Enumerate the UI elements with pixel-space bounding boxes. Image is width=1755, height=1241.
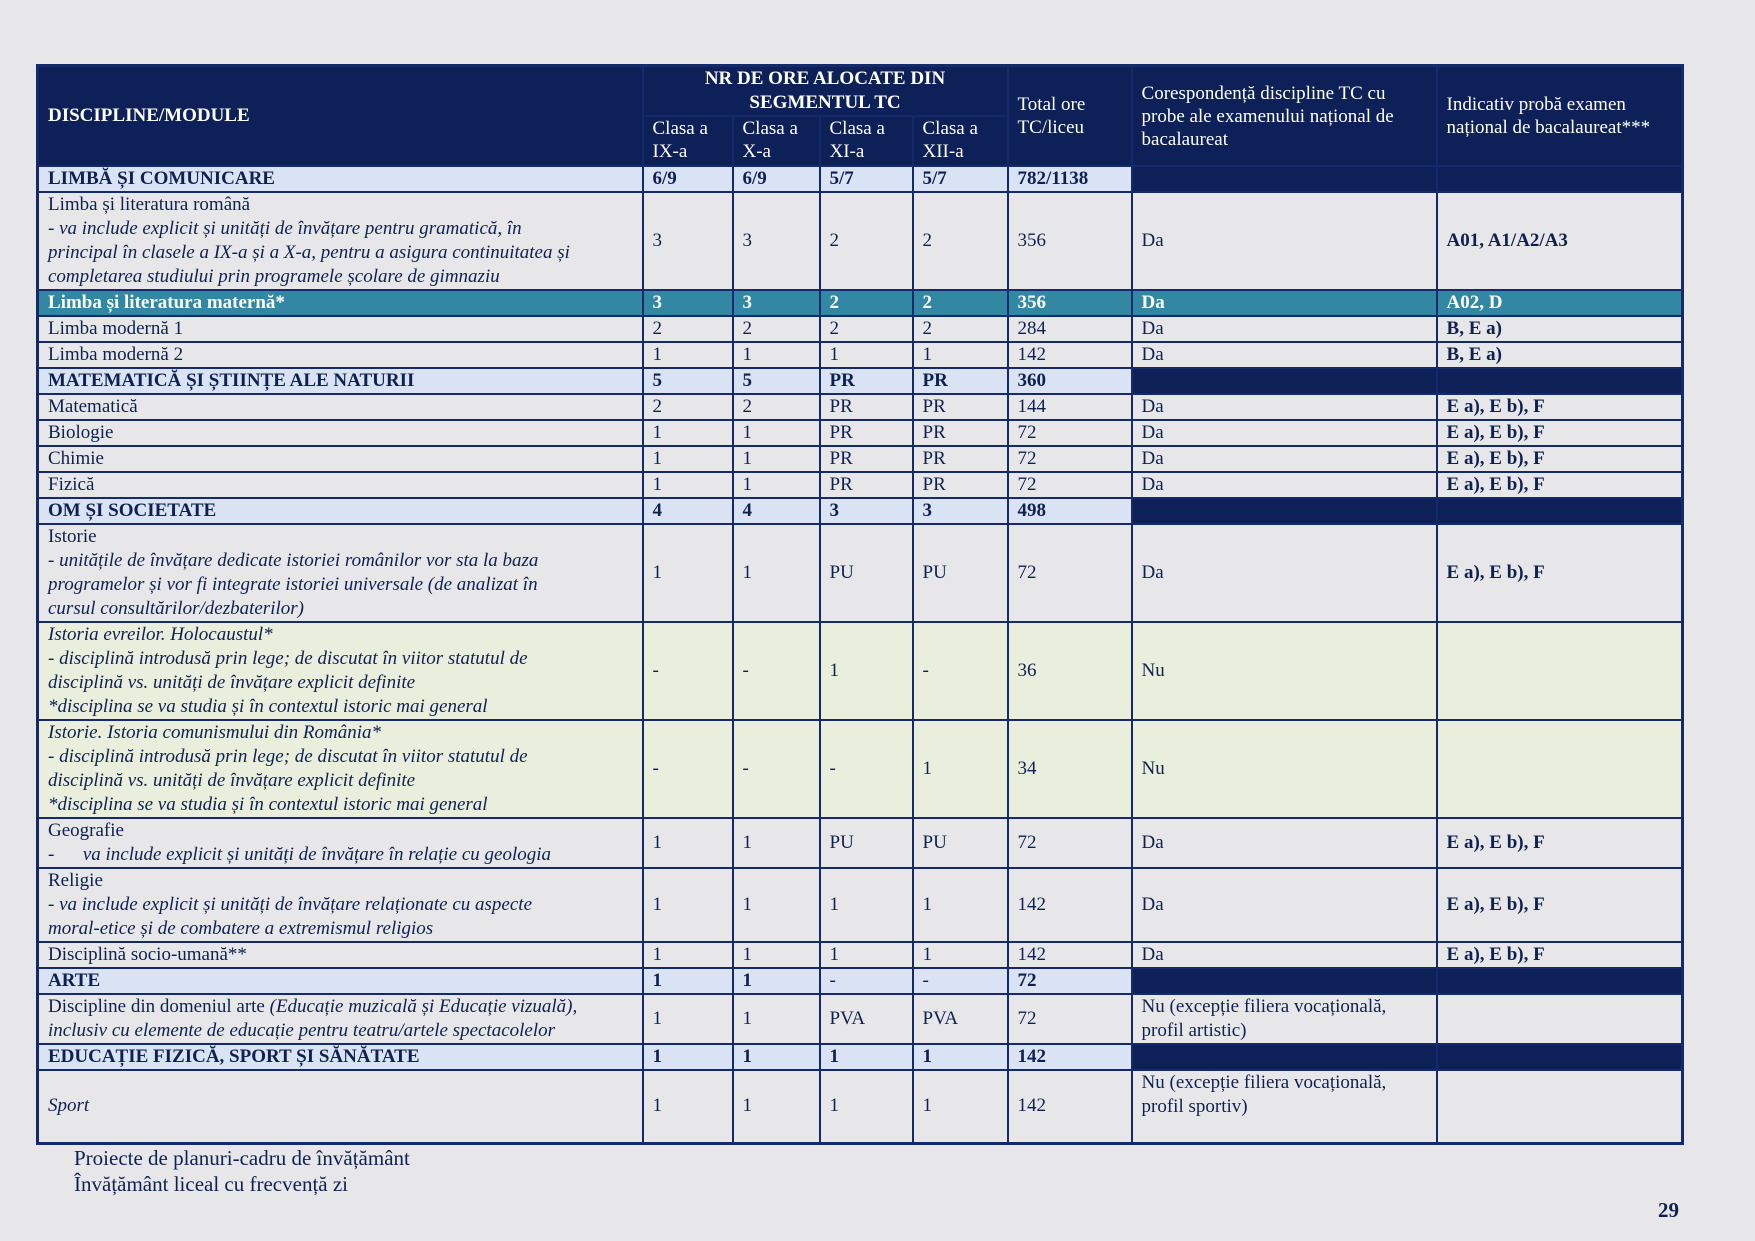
correspondence-cell: Da — [1132, 472, 1437, 498]
table-row — [38, 720, 1683, 818]
highlighted-row — [38, 290, 1683, 316]
footer-line: Proiecte de planuri-cadru de învățământ — [74, 1146, 410, 1170]
discipline-note: inclusiv cu elemente de educație pentru teatru/artele spectacolelor — [48, 1020, 556, 1041]
row-name: Limba modernă 2 — [38, 342, 643, 368]
class-xi-cell: PR — [820, 472, 913, 498]
class-x-cell: 1 — [733, 1070, 820, 1143]
class-xi-cell: 1 — [820, 1070, 913, 1143]
class-x-cell: 2 — [733, 316, 820, 342]
correspondence-line: profil artistic) — [1141, 1020, 1247, 1041]
class-xi-cell: PR — [820, 446, 913, 472]
class-ix-cell: 3 — [643, 290, 733, 316]
class-xi-cell: 5/7 — [820, 166, 913, 192]
class-xi-cell: - — [820, 720, 913, 818]
class-x-cell: 1 — [733, 446, 820, 472]
class-xi-cell: 2 — [820, 192, 913, 290]
correspondence-cell — [1132, 498, 1437, 524]
indicator-cell: E a), E b), F — [1437, 420, 1683, 446]
correspondence-cell: Da — [1132, 192, 1437, 290]
row-name — [38, 622, 643, 720]
indicator-cell — [1437, 622, 1683, 720]
discipline-note: - va include explicit și unități de învățare relaționate cu aspecte — [48, 894, 533, 915]
class-ix-cell: 1 — [643, 1070, 733, 1143]
class-ix-cell: 1 — [643, 994, 733, 1044]
row-name: MATEMATICĂ ȘI ȘTIINȚE ALE NATURII — [38, 368, 643, 394]
category-row — [38, 1044, 1683, 1070]
class-ix-cell: 1 — [643, 472, 733, 498]
correspondence-line: profil sportiv) — [1141, 1096, 1248, 1117]
discipline-note: *disciplina se va studia și în contextul istoric mai general — [48, 696, 488, 717]
row-name: Limba modernă 1 — [38, 316, 643, 342]
row-name: Chimie — [38, 446, 643, 472]
discipline-name-main: Discipline din domeniul arte — [48, 996, 270, 1017]
class-xii-cell: 2 — [913, 316, 1008, 342]
correspondence-cell: Da — [1132, 394, 1437, 420]
row-name: Fizică — [38, 472, 643, 498]
class-x-cell: - — [733, 720, 820, 818]
discipline-name: Religie — [48, 870, 103, 891]
total-cell: 142 — [1008, 942, 1132, 968]
indicator-cell: A01, A1/A2/A3 — [1437, 192, 1683, 290]
class-x-cell: 2 — [733, 394, 820, 420]
total-cell: 144 — [1008, 394, 1132, 420]
class-ix-cell: 6/9 — [643, 166, 733, 192]
class-x-cell: 1 — [733, 968, 820, 994]
correspondence-line: Nu (excepție filiera vocațională, — [1141, 1072, 1387, 1093]
class-xi-cell: - — [820, 968, 913, 994]
indicator-cell — [1437, 498, 1683, 524]
class-ix-cell: 1 — [643, 1044, 733, 1070]
discipline-note: *disciplina se va studia și în contextul istoric mai general — [48, 794, 488, 815]
correspondence-cell — [1132, 1070, 1437, 1143]
class-xi-cell: 2 — [820, 316, 913, 342]
row-name: ARTE — [38, 968, 643, 994]
indicator-cell: E a), E b), F — [1437, 394, 1683, 420]
row-name — [38, 868, 643, 942]
class-xi-cell: PU — [820, 818, 913, 868]
total-cell: 142 — [1008, 1044, 1132, 1070]
class-xii-cell: 5/7 — [913, 166, 1008, 192]
class-ix-cell: 1 — [643, 446, 733, 472]
indicator-cell — [1437, 968, 1683, 994]
category-row — [38, 498, 1683, 524]
class-xii-cell: PU — [913, 818, 1008, 868]
category-row — [38, 166, 1683, 192]
correspondence-cell — [1132, 1044, 1437, 1070]
total-cell: 72 — [1008, 472, 1132, 498]
row-name: EDUCAȚIE FIZICĂ, SPORT ȘI SĂNĂTATE — [38, 1044, 643, 1070]
total-cell: 284 — [1008, 316, 1132, 342]
correspondence-cell: Nu — [1132, 720, 1437, 818]
row-name: OM ȘI SOCIETATE — [38, 498, 643, 524]
indicator-cell — [1437, 720, 1683, 818]
correspondence-cell — [1132, 368, 1437, 394]
total-cell: 72 — [1008, 524, 1132, 622]
class-ix-cell: - — [643, 720, 733, 818]
table-row — [38, 942, 1683, 968]
class-x-cell: - — [733, 622, 820, 720]
class-ix-cell: 1 — [643, 942, 733, 968]
correspondence-cell: Da — [1132, 942, 1437, 968]
table-row — [38, 524, 1683, 622]
total-cell: 72 — [1008, 818, 1132, 868]
indicator-cell: B, E a) — [1437, 316, 1683, 342]
correspondence-cell: Da — [1132, 446, 1437, 472]
class-x-cell: 1 — [733, 1044, 820, 1070]
class-ix-cell: 5 — [643, 368, 733, 394]
class-xii-cell: 2 — [913, 192, 1008, 290]
class-xii-cell: 1 — [913, 720, 1008, 818]
table-row — [38, 818, 1683, 868]
class-xi-cell: PU — [820, 524, 913, 622]
class-xii-cell: 3 — [913, 498, 1008, 524]
discipline-note: disciplină vs. unități de învățare explicit definite — [48, 672, 416, 693]
header-class-ix: Clasa a IX-a — [643, 116, 733, 166]
indicator-cell — [1437, 1044, 1683, 1070]
class-xii-cell: 1 — [913, 1044, 1008, 1070]
indicator-cell: A02, D — [1437, 290, 1683, 316]
class-x-cell: 1 — [733, 472, 820, 498]
row-name: Disciplină socio-umană** — [38, 942, 643, 968]
discipline-note: principal în clasele a IX-a și a X-a, pentru a asigura continuitatea și — [48, 242, 570, 263]
correspondence-cell — [1132, 166, 1437, 192]
row-name: Limba și literatura maternă* — [38, 290, 643, 316]
total-cell: 36 — [1008, 622, 1132, 720]
total-cell: 782/1138 — [1008, 166, 1132, 192]
class-xii-cell: 2 — [913, 290, 1008, 316]
discipline-note: - va include explicit și unități de învățare în relație cu geologia — [48, 844, 552, 865]
class-ix-cell: - — [643, 622, 733, 720]
correspondence-cell: Da — [1132, 868, 1437, 942]
header-correspondence: Corespondență discipline TC cu probe ale examenului național de bacalaureat — [1132, 66, 1437, 167]
total-cell: 72 — [1008, 994, 1132, 1044]
class-x-cell: 1 — [733, 342, 820, 368]
row-name — [38, 192, 643, 290]
class-x-cell: 1 — [733, 868, 820, 942]
class-xii-cell: PR — [913, 472, 1008, 498]
class-xi-cell: PR — [820, 420, 913, 446]
indicator-cell: B, E a) — [1437, 342, 1683, 368]
indicator-cell — [1437, 994, 1683, 1044]
class-xi-cell: PR — [820, 394, 913, 420]
class-x-cell: 3 — [733, 192, 820, 290]
class-xi-cell: 1 — [820, 342, 913, 368]
class-xii-cell: - — [913, 622, 1008, 720]
discipline-note: - disciplină introdusă prin lege; de discutat în viitor statutul de — [48, 648, 528, 669]
class-ix-cell: 1 — [643, 342, 733, 368]
class-x-cell: 1 — [733, 524, 820, 622]
class-xii-cell: PR — [913, 420, 1008, 446]
page-number: 29 — [1658, 1198, 1679, 1222]
class-ix-cell: 1 — [643, 868, 733, 942]
table-row — [38, 472, 1683, 498]
class-xii-cell: PR — [913, 394, 1008, 420]
class-x-cell: 1 — [733, 420, 820, 446]
row-name — [38, 720, 643, 818]
class-ix-cell: 2 — [643, 394, 733, 420]
discipline-name — [48, 995, 633, 1019]
header-class-xii: Clasa a XII-a — [913, 116, 1008, 166]
class-x-cell: 1 — [733, 818, 820, 868]
discipline-note: moral-etice și de combatere a extremismul religios — [48, 918, 434, 939]
total-cell: 498 — [1008, 498, 1132, 524]
class-x-cell: 1 — [733, 942, 820, 968]
table-row — [38, 420, 1683, 446]
correspondence-cell: Nu — [1132, 622, 1437, 720]
discipline-name: Istorie. Istoria comunismului din România* — [48, 722, 382, 743]
row-name — [38, 994, 643, 1044]
total-cell: 356 — [1008, 192, 1132, 290]
discipline-note: - unitățile de învățare dedicate istoriei românilor vor sta la baza — [48, 550, 539, 571]
total-cell: 72 — [1008, 420, 1132, 446]
indicator-cell — [1437, 368, 1683, 394]
header-class-x: Clasa a X-a — [733, 116, 820, 166]
class-xii-cell: - — [913, 968, 1008, 994]
class-xi-cell: 3 — [820, 498, 913, 524]
class-x-cell: 1 — [733, 994, 820, 1044]
class-xii-cell: PVA — [913, 994, 1008, 1044]
class-xii-cell: PR — [913, 446, 1008, 472]
table-row — [38, 394, 1683, 420]
row-name: Sport — [38, 1070, 643, 1143]
discipline-note: - va include explicit și unități de învățare pentru gramatică, în — [48, 218, 522, 239]
table-row — [38, 446, 1683, 472]
class-xi-cell: PVA — [820, 994, 913, 1044]
total-cell: 142 — [1008, 868, 1132, 942]
class-xi-cell: 1 — [820, 942, 913, 968]
header-hours-group: NR DE ORE ALOCATE DIN SEGMENTUL TC — [643, 66, 1008, 117]
class-ix-cell: 2 — [643, 316, 733, 342]
correspondence-cell: Da — [1132, 316, 1437, 342]
class-ix-cell: 3 — [643, 192, 733, 290]
indicator-cell: E a), E b), F — [1437, 472, 1683, 498]
header-exam-indicator: Indicativ probă examen național de bacalaureat*** — [1437, 66, 1683, 167]
class-ix-cell: 4 — [643, 498, 733, 524]
correspondence-cell: Da — [1132, 524, 1437, 622]
class-x-cell: 3 — [733, 290, 820, 316]
table-row — [38, 342, 1683, 368]
total-cell: 72 — [1008, 446, 1132, 472]
class-x-cell: 4 — [733, 498, 820, 524]
class-x-cell: 5 — [733, 368, 820, 394]
row-name — [38, 818, 643, 868]
indicator-cell — [1437, 1070, 1683, 1143]
discipline-name: Geografie — [48, 820, 124, 841]
indicator-cell: E a), E b), F — [1437, 818, 1683, 868]
header-discipline: DISCIPLINE/MODULE — [38, 66, 643, 167]
total-cell: 360 — [1008, 368, 1132, 394]
discipline-name-detail: (Educație muzicală și Educație vizuală), — [269, 996, 578, 1017]
table-row — [38, 994, 1683, 1044]
indicator-cell — [1437, 166, 1683, 192]
correspondence-cell: Da — [1132, 290, 1437, 316]
correspondence-cell — [1132, 994, 1437, 1044]
table-row — [38, 316, 1683, 342]
class-xii-cell: 1 — [913, 1070, 1008, 1143]
row-name: Biologie — [38, 420, 643, 446]
row-name: Matematică — [38, 394, 643, 420]
discipline-note: - disciplină introdusă prin lege; de discutat în viitor statutul de — [48, 746, 528, 767]
class-xii-cell: 1 — [913, 942, 1008, 968]
category-row — [38, 968, 1683, 994]
class-xii-cell: PU — [913, 524, 1008, 622]
footer-line: Învățământ liceal cu frecvență zi — [74, 1172, 349, 1196]
total-cell: 34 — [1008, 720, 1132, 818]
correspondence-cell: Da — [1132, 818, 1437, 868]
indicator-cell: E a), E b), F — [1437, 524, 1683, 622]
discipline-note: programelor și vor fi integrate istoriei universale (de analizat în — [48, 574, 538, 595]
table-row — [38, 868, 1683, 942]
class-ix-cell: 1 — [643, 968, 733, 994]
discipline-note: completarea studiului prin programele școlare de gimnaziu — [48, 266, 500, 287]
indicator-cell: E a), E b), F — [1437, 942, 1683, 968]
class-xi-cell: 2 — [820, 290, 913, 316]
header-total: Total ore TC/liceu — [1008, 66, 1132, 167]
discipline-note: cursul consultărilor/dezbaterilor) — [48, 598, 304, 619]
class-ix-cell: 1 — [643, 818, 733, 868]
discipline-name: Limba și literatura română — [48, 194, 251, 215]
table-row — [38, 622, 1683, 720]
class-x-cell: 6/9 — [733, 166, 820, 192]
discipline-name: Istoria evreilor. Holocaustul* — [48, 624, 273, 645]
class-xi-cell: 1 — [820, 868, 913, 942]
total-cell: 142 — [1008, 342, 1132, 368]
table-row — [38, 1070, 1683, 1143]
class-ix-cell: 1 — [643, 524, 733, 622]
correspondence-line: Nu (excepție filiera vocațională, — [1141, 996, 1387, 1017]
class-xii-cell: 1 — [913, 868, 1008, 942]
header-class-xi: Clasa a XI-a — [820, 116, 913, 166]
indicator-cell: E a), E b), F — [1437, 868, 1683, 942]
total-cell: 142 — [1008, 1070, 1132, 1143]
table-row — [38, 192, 1683, 290]
discipline-name: Istorie — [48, 526, 97, 547]
row-name — [38, 524, 643, 622]
total-cell: 356 — [1008, 290, 1132, 316]
discipline-note: disciplină vs. unități de învățare explicit definite — [48, 770, 416, 791]
class-xi-cell: 1 — [820, 622, 913, 720]
class-xii-cell: PR — [913, 368, 1008, 394]
class-xii-cell: 1 — [913, 342, 1008, 368]
correspondence-cell — [1132, 968, 1437, 994]
total-cell: 72 — [1008, 968, 1132, 994]
class-xi-cell: PR — [820, 368, 913, 394]
row-name: LIMBĂ ȘI COMUNICARE — [38, 166, 643, 192]
class-ix-cell: 1 — [643, 420, 733, 446]
correspondence-cell: Da — [1132, 342, 1437, 368]
class-xi-cell: 1 — [820, 1044, 913, 1070]
curriculum-table — [36, 64, 1684, 1145]
category-row — [38, 368, 1683, 394]
indicator-cell: E a), E b), F — [1437, 446, 1683, 472]
correspondence-cell: Da — [1132, 420, 1437, 446]
